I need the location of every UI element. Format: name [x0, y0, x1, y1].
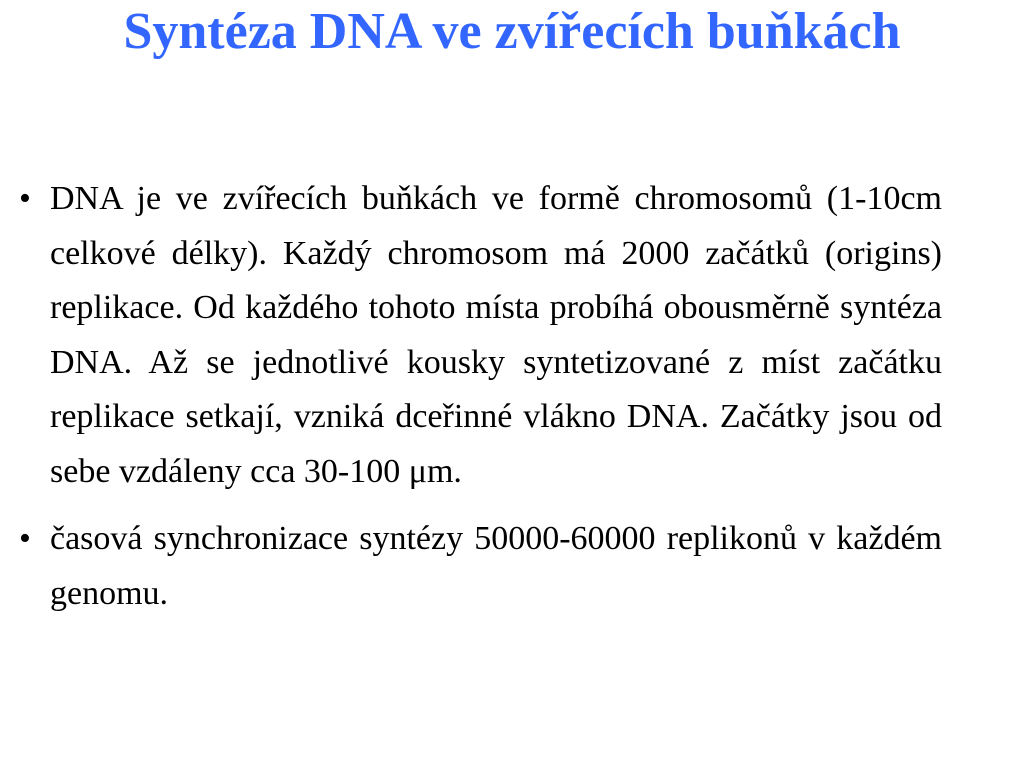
bullet-item: [0, 172, 1024, 499]
bullet-text: časová synchronizace syntézy 50000-60000 replikonů v každém genomu.: [50, 520, 942, 612]
slide-title: Syntéza DNA ve zvířecích buňkách: [123, 3, 901, 60]
bullet-marker-icon: •: [19, 520, 31, 557]
bullet-item: [0, 512, 1024, 621]
bullet-marker-icon: •: [19, 180, 31, 217]
bullet-list: [0, 172, 1024, 634]
bullet-text: DNA je ve zvířecích buňkách ve formě chromosomů (1-10cm celkové délky). Každý chromosom má 2000 začátků (origins) replikace. Od každého tohoto místa probíhá obousměrně syntéza DNA. Až se jednotlivé kousky syntetizované z míst začátku replikace setkají, vzniká dceřinné vlákno DNA. Začátky jsou od sebe vzdáleny cca 30-100 μm.: [50, 180, 942, 490]
